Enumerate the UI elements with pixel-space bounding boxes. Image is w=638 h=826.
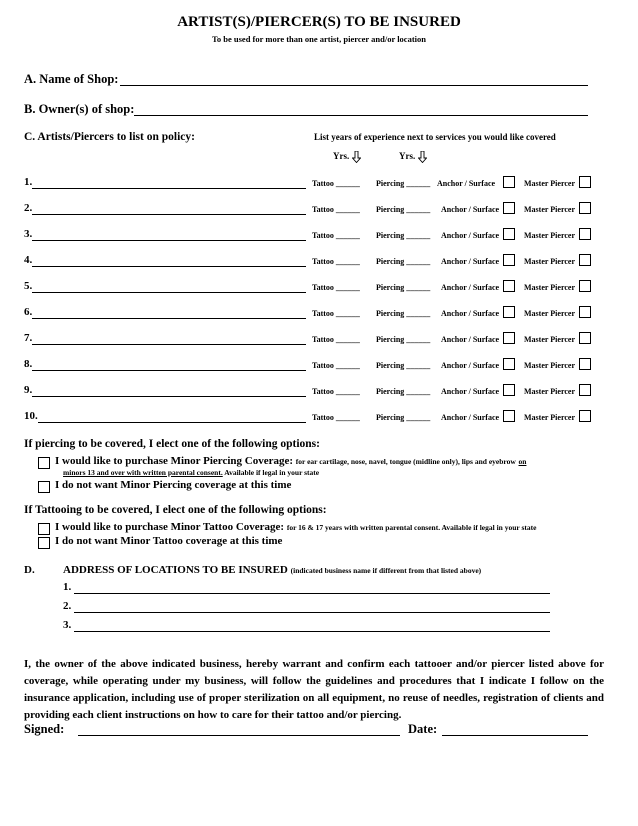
- master-piercer-checkbox[interactable]: [579, 332, 591, 344]
- piercing-years-field[interactable]: Piercing ______: [376, 257, 431, 266]
- piercing-years-field[interactable]: Piercing ______: [376, 413, 431, 422]
- tattoo-years-field[interactable]: Tattoo ______: [312, 231, 360, 240]
- master-piercer-label: Master Piercer: [524, 179, 576, 188]
- tattoo-options-heading: If Tattooing to be covered, I elect one of the following options:: [24, 504, 327, 516]
- artist-name-field[interactable]: [32, 359, 306, 371]
- master-piercer-label: Master Piercer: [524, 257, 576, 266]
- location-number: 3.: [63, 619, 72, 631]
- artist-row-number: 7.: [24, 332, 33, 344]
- anchor-surface-label: Anchor / Surface: [441, 387, 500, 396]
- minor-piercing-yes-checkbox[interactable]: [38, 457, 50, 469]
- locations-heading: ADDRESS OF LOCATIONS TO BE INSURED (indicated business name if different from that listed above): [63, 564, 482, 576]
- anchor-surface-label: Anchor / Surface: [441, 335, 500, 344]
- signature-field[interactable]: [78, 721, 400, 736]
- master-piercer-checkbox[interactable]: [579, 306, 591, 318]
- tattoo-years-field[interactable]: Tattoo ______: [312, 205, 360, 214]
- signed-label: Signed:: [24, 722, 65, 736]
- shop-name-field[interactable]: [120, 71, 588, 86]
- minor-piercing-no-checkbox[interactable]: [38, 481, 50, 493]
- artist-row-number: 5.: [24, 280, 33, 292]
- location-address-field[interactable]: [74, 619, 550, 632]
- yrs-piercing-label: Yrs.: [399, 151, 427, 163]
- tattoo-years-field[interactable]: Tattoo ______: [312, 283, 360, 292]
- artist-row-number: 10.: [24, 410, 38, 422]
- owner-label: B. Owner(s) of shop:: [24, 102, 135, 116]
- artist-row-number: 3.: [24, 228, 33, 240]
- down-arrow-icon: [352, 151, 361, 163]
- anchor-surface-checkbox[interactable]: [503, 410, 515, 422]
- minor-tattoo-no-checkbox[interactable]: [38, 537, 50, 549]
- master-piercer-checkbox[interactable]: [579, 254, 591, 266]
- anchor-surface-checkbox[interactable]: [503, 358, 515, 370]
- artist-name-field[interactable]: [32, 333, 306, 345]
- section-d-letter: D.: [24, 564, 35, 576]
- date-field[interactable]: [442, 721, 588, 736]
- piercing-years-field[interactable]: Piercing ______: [376, 231, 431, 240]
- location-address-field[interactable]: [74, 581, 550, 594]
- anchor-surface-checkbox[interactable]: [503, 384, 515, 396]
- artist-name-field[interactable]: [32, 177, 306, 189]
- master-piercer-checkbox[interactable]: [579, 202, 591, 214]
- piercing-years-field[interactable]: Piercing ______: [376, 283, 431, 292]
- anchor-surface-label: Anchor / Surface: [441, 231, 500, 240]
- anchor-surface-label: Anchor / Surface: [441, 361, 500, 370]
- minor-tattoo-yes-option: I would like to purchase Minor Tattoo Coverage: for 16 & 17 years with written parental consent. Available if legal in your state: [55, 521, 537, 533]
- master-piercer-label: Master Piercer: [524, 283, 576, 292]
- tattoo-years-field[interactable]: Tattoo ______: [312, 387, 360, 396]
- tattoo-years-field[interactable]: Tattoo ______: [312, 179, 360, 188]
- minor-tattoo-yes-checkbox[interactable]: [38, 523, 50, 535]
- artist-name-field[interactable]: [32, 255, 306, 267]
- artist-name-field[interactable]: [32, 203, 306, 215]
- down-arrow-icon: [418, 151, 427, 163]
- master-piercer-checkbox[interactable]: [579, 280, 591, 292]
- artist-row-number: 8.: [24, 358, 33, 370]
- piercing-options-heading: If piercing to be covered, I elect one of the following options:: [24, 438, 320, 450]
- artist-name-field[interactable]: [32, 281, 306, 293]
- anchor-surface-label: Anchor / Surface: [441, 309, 500, 318]
- artist-name-field[interactable]: [38, 411, 306, 423]
- tattoo-years-field[interactable]: Tattoo ______: [312, 413, 360, 422]
- anchor-surface-checkbox[interactable]: [503, 306, 515, 318]
- anchor-surface-label: Anchor / Surface: [437, 179, 496, 188]
- anchor-surface-label: Anchor / Surface: [441, 413, 500, 422]
- location-number: 1.: [63, 581, 72, 593]
- minor-piercing-no-option: I do not want Minor Piercing coverage at this time: [55, 479, 292, 491]
- master-piercer-label: Master Piercer: [524, 413, 576, 422]
- form-subtitle: To be used for more than one artist, piercer and/or location: [212, 34, 426, 44]
- master-piercer-label: Master Piercer: [524, 309, 576, 318]
- artist-row-number: 4.: [24, 254, 33, 266]
- piercing-years-field[interactable]: Piercing ______: [376, 309, 431, 318]
- anchor-surface-label: Anchor / Surface: [441, 257, 500, 266]
- tattoo-years-field[interactable]: Tattoo ______: [312, 361, 360, 370]
- tattoo-years-field[interactable]: Tattoo ______: [312, 335, 360, 344]
- master-piercer-checkbox[interactable]: [579, 228, 591, 240]
- piercing-years-field[interactable]: Piercing ______: [376, 205, 431, 214]
- artists-label: C. Artists/Piercers to list on policy:: [24, 131, 195, 143]
- artist-name-field[interactable]: [32, 307, 306, 319]
- anchor-surface-checkbox[interactable]: [503, 202, 515, 214]
- tattoo-years-field[interactable]: Tattoo ______: [312, 309, 360, 318]
- artist-name-field[interactable]: [32, 229, 306, 241]
- anchor-surface-label: Anchor / Surface: [441, 205, 500, 214]
- anchor-surface-checkbox[interactable]: [503, 228, 515, 240]
- master-piercer-label: Master Piercer: [524, 231, 576, 240]
- artist-name-field[interactable]: [32, 385, 306, 397]
- tattoo-years-field[interactable]: Tattoo ______: [312, 257, 360, 266]
- anchor-surface-label: Anchor / Surface: [441, 283, 500, 292]
- piercing-years-field[interactable]: Piercing ______: [376, 179, 431, 188]
- anchor-surface-checkbox[interactable]: [503, 254, 515, 266]
- anchor-surface-checkbox[interactable]: [503, 280, 515, 292]
- location-number: 2.: [63, 600, 72, 612]
- minor-tattoo-no-option: I do not want Minor Tattoo coverage at this time: [55, 535, 283, 547]
- piercing-years-field[interactable]: Piercing ______: [376, 361, 431, 370]
- owner-field[interactable]: [134, 101, 588, 116]
- yrs-tattoo-label: Yrs.: [333, 151, 361, 163]
- shop-name-label: A. Name of Shop:: [24, 72, 119, 86]
- master-piercer-label: Master Piercer: [524, 205, 576, 214]
- master-piercer-checkbox[interactable]: [579, 410, 591, 422]
- date-label: Date:: [408, 722, 438, 736]
- master-piercer-checkbox[interactable]: [579, 384, 591, 396]
- master-piercer-label: Master Piercer: [524, 335, 576, 344]
- artist-row-number: 1.: [24, 176, 33, 188]
- piercing-years-field[interactable]: Piercing ______: [376, 335, 431, 344]
- master-piercer-label: Master Piercer: [524, 387, 576, 396]
- form-title: ARTIST(S)/PIERCER(S) TO BE INSURED: [177, 14, 461, 30]
- master-piercer-label: Master Piercer: [524, 361, 576, 370]
- anchor-surface-checkbox[interactable]: [503, 332, 515, 344]
- master-piercer-checkbox[interactable]: [579, 176, 591, 188]
- location-address-field[interactable]: [74, 600, 550, 613]
- artist-row-number: 9.: [24, 384, 33, 396]
- master-piercer-checkbox[interactable]: [579, 358, 591, 370]
- anchor-surface-checkbox[interactable]: [503, 176, 515, 188]
- minor-piercing-note: minors 13 and over with written parental consent. Available if legal in your state: [63, 468, 320, 477]
- minor-piercing-yes-option: I would like to purchase Minor Piercing Coverage: for ear cartilage, nose, navel, tongue (midline only), lips and eyebrow on: [55, 455, 527, 467]
- piercing-years-field[interactable]: Piercing ______: [376, 387, 431, 396]
- experience-instruction: List years of experience next to services you would like covered: [314, 132, 556, 142]
- artist-row-number: 2.: [24, 202, 33, 214]
- warranty-statement: I, the owner of the above indicated business, hereby warrant and confirm each tattooer and/or piercer listed above for coverage, while operating under my business, will follow the guidelines and procedures that I indicate I follow on the insurance application, including use of proper sterilization on all equipment, no reuse of needles, registration of clients and providing each client instructions on how to care for their tattoo and/or piercing.: [24, 658, 604, 721]
- artist-row-number: 6.: [24, 306, 33, 318]
